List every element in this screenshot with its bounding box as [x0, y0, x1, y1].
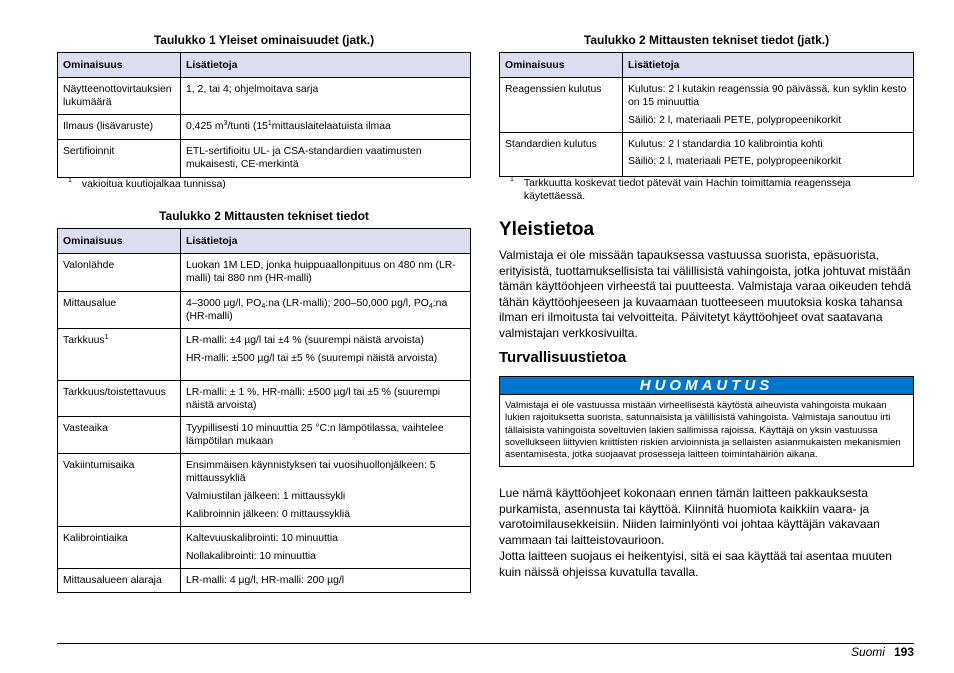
table2-prop: [58, 328, 181, 380]
airflow-sup-a: 3: [223, 119, 228, 127]
table2b-prop: Standardien kulutus: [500, 132, 623, 176]
table1: [57, 52, 471, 178]
info-line: Säiliö: 2 l, materiaali PETE, polypropeenikorkit: [628, 156, 842, 168]
table2-info: [181, 380, 471, 417]
notice-box: [499, 376, 914, 467]
page-footer: [851, 645, 914, 659]
footnote-text: Tarkkuutta koskevat tiedot pätevät vain Hachin toimittamia reagensseja käytettäessä.: [523, 178, 851, 202]
safety-paragraph-1: Lue nämä käyttöohjeet kokonaan ennen tämän laitteen pakkauksesta purkamista, asennusta tai käyttöä. Kiinnitä huomiota kaikkiin vaara- ja varotoimilausekkeisiin. Niiden laiminlyönti voi johtaa käyttäjän vakavaan vammaan tai laitteistovaurioon.: [499, 486, 880, 547]
general-paragraph: Valmistaja ei ole missään tapauksessa vastuussa suorista, epäsuorista, erityisistä, tuottamuksellisista tai välillisistä vahingoista, jotka johtuvat mistään tämän käyttöohjeen virheestä tai puutteesta. Valmistaja varaa oikeuden tehdä tähän käyttöohjeeseen ja kuvaamaan tuotteeseen muutoksia koska tahansa ilman eri ilmoitusta tai velvoitteita. Päivitetyt käyttöohjeet ovat saatavana valmistajan verkkosivuilta.: [499, 248, 912, 340]
notice-title: HUOMAUTUS: [500, 377, 913, 395]
table-row: [58, 139, 471, 177]
info-line: Ensimmäisen käynnistyksen tai vuosihuollonjälkeen: 5 mittaussykliä: [186, 460, 436, 485]
table1-info: ETL-sertifioitu UL- ja CSA-standardien vaatimusten mukaisesti, CE-merkintä: [181, 139, 471, 177]
table2-info: [181, 454, 471, 527]
table2b-caption: Taulukko 2 Mittausten tekniset tiedot (jatk.): [583, 33, 830, 47]
range-text-c: :na (HR-malli): [186, 297, 448, 322]
table-row: [58, 417, 471, 454]
footer-divider: [57, 643, 914, 644]
table1-prop: Näytteenottovirtauksien lukumäärä: [58, 77, 181, 114]
table2-prop: Vakiintumisaika: [58, 454, 181, 527]
table2-caption: Taulukko 2 Mittausten tekniset tiedot: [159, 209, 369, 223]
info-line: LR-malli: 4 µg/l, HR-malli: 200 µg/l: [186, 574, 345, 586]
info-line: Kaltevuuskalibrointi: 10 minuuttia: [186, 532, 338, 544]
table2b: [499, 52, 914, 177]
airflow-text-a: 0,425 m: [186, 120, 224, 132]
table2-header-info: Lisätietoja: [181, 229, 471, 254]
table-row: [58, 454, 471, 527]
airflow-text-b: /tunti (15: [227, 120, 268, 132]
table2b-header-property: Ominaisuus: [500, 53, 623, 78]
table-row: [58, 526, 471, 568]
range-sub-a: 4: [261, 303, 266, 311]
table2-header-property: Ominaisuus: [58, 229, 181, 254]
table2-prop: Tarkkuus/toistettavuus: [58, 380, 181, 417]
info-line: Säiliö: 2 l, materiaali PETE, polypropeenikorkit: [628, 114, 842, 126]
table2b-prop: Reagenssien kulutus: [500, 77, 623, 132]
section-heading-safety: Turvallisuustietoa: [499, 349, 627, 366]
info-line: Valmiustilan jälkeen: 1 mittaussykli: [186, 491, 346, 503]
table1-caption: Taulukko 1 Yleiset ominaisuudet (jatk.): [153, 33, 375, 47]
table1-header-property: Ominaisuus: [58, 53, 181, 78]
table2-info: [181, 417, 471, 454]
table1-prop: Sertifioinnit: [58, 139, 181, 177]
page-number: 193: [893, 645, 914, 659]
footnote-mark: 1: [68, 177, 72, 184]
table-row: [58, 253, 471, 291]
range-text-b: :na (LR-malli); 200–50,000 µg/l, PO: [265, 297, 429, 309]
table2-info: [181, 568, 471, 592]
notice-body: Valmistaja ei ole vastuussa mistään virheellisestä käytöstä aiheuvista vahingoista mukaan lukien rajoituksetta suorista, satunnaisista ja välillisistä vahingoista. Valmistaja sanoutuu irti tällaisista vahingoista soveltuvien lakien sallimissa rajoissa. Käyttäjä on yksin vastuussa sovellukseen liittyvien kriittisten riskien arvioinnista ja sellaisten asianmukaisten mekanismien asentamisesta, jotka suojaavat prosesseja laitteen toimintahäiriön aikana.: [505, 400, 901, 461]
info-line: Kalibroinnin jälkeen: 0 mittaussykliä: [186, 508, 351, 520]
table-row: [58, 328, 471, 380]
table2b-header-info: Lisätietoja: [623, 53, 914, 78]
table1-info: 1, 2, tai 4; ohjelmoitava sarja: [181, 77, 471, 114]
footnote-text: vakioitua kuutiojalkaa tunnissa): [81, 179, 226, 190]
table2-info: [181, 291, 471, 328]
table1-header-info: Lisätietoja: [181, 53, 471, 78]
table1-info: [181, 114, 471, 139]
table2-info: [181, 328, 471, 380]
table2-prop: Mittausalueen alaraja: [58, 568, 181, 592]
safety-paragraph-2: Jotta laitteen suojaus ei heikentyisi, sitä ei saa käyttää tai asentaa muuten kuin näissä ohjeissa kuvatulla tavalla.: [499, 549, 892, 579]
table2: [57, 228, 471, 593]
table1-footnote: [57, 179, 471, 192]
accuracy-sup: 1: [104, 333, 109, 341]
airflow-text-c: mittauslaitelaatuista ilmaa: [271, 120, 391, 132]
info-line: HR-malli: ±500 µg/l tai ±5 % (suurempi näistä arvoista): [186, 352, 438, 364]
info-line: Kulutus: 2 l kutakin reagenssia 90 päivässä, kun syklin kesto on 15 minuuttia: [628, 83, 907, 108]
section-heading-general: Yleistietoa: [499, 219, 595, 240]
info-line: Kulutus: 2 l standardia 10 kalibrointia kohti: [628, 138, 823, 150]
range-text-a: 4–3000 µg/l, PO: [186, 297, 262, 309]
table2b-info: [623, 77, 914, 132]
table2-prop: Kalibrointiaika: [58, 526, 181, 568]
info-line: Tyypillisesti 10 minuuttia 25 °C:n lämpötilassa, vaihtelee lämpötilan mukaan: [186, 423, 444, 448]
table2-prop: Vasteaika: [58, 417, 181, 454]
table1-prop: Ilmaus (lisävaruste): [58, 114, 181, 139]
footer-language: Suomi: [850, 645, 885, 659]
table-row: [58, 114, 471, 139]
table-row: [58, 568, 471, 592]
airflow-sup-b: 1: [267, 119, 272, 127]
table2b-info: [623, 132, 914, 176]
table2-info: [181, 526, 471, 568]
accuracy-label: Tarkkuus: [63, 334, 105, 346]
info-line: LR-malli: ± 1 %, HR-malli: ±500 µg/l tai ±5 % (suurempi näistä arvoista): [186, 386, 441, 411]
info-line: Luokan 1M LED, jonka huippuaallonpituus on 480 nm (LR-malli) tai 880 nm (HR-malli): [186, 259, 456, 284]
table2-prop: Mittausalue: [58, 291, 181, 328]
info-line: LR-malli: ±4 µg/l tai ±4 % (suurempi näistä arvoista): [186, 334, 424, 346]
table2-info: [181, 253, 471, 291]
footnote-mark: 1: [510, 176, 514, 183]
table-row: [58, 77, 471, 114]
table-row: [500, 132, 914, 176]
table-row: [58, 380, 471, 417]
info-line: Nollakalibrointi: 10 minuuttia: [186, 550, 316, 562]
table-row: [500, 77, 914, 132]
table2b-footnote: [499, 178, 914, 204]
table2-prop: Valonlähde: [58, 253, 181, 291]
table-row: [58, 291, 471, 328]
range-sub-b: 4: [428, 303, 433, 311]
